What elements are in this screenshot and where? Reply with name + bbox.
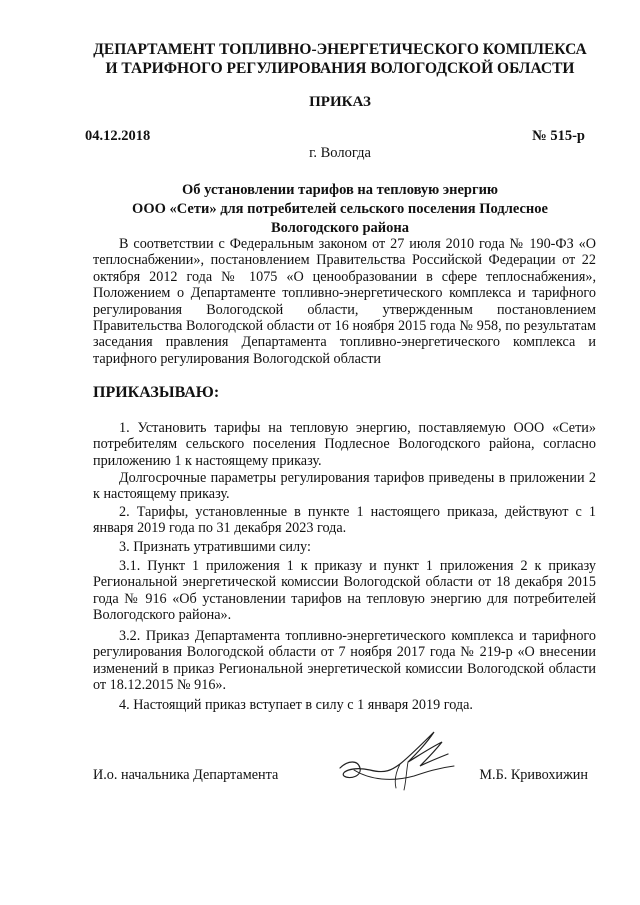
subject-line1: Об установлении тарифов на тепловую энергию [181, 182, 499, 198]
department-name-line1: ДЕПАРТАМЕНТ ТОПЛИВНО-ЭНЕРГЕТИЧЕСКОГО КОМПЛЕКСА [93, 41, 587, 58]
order-keyword: ПРИКАЗЫВАЮ: [93, 384, 220, 401]
document-number: № 515-р [532, 128, 585, 144]
subject-line2: ООО «Сети» для потребителей сельского поселения Подлесное [132, 201, 548, 217]
signatory-name: М.Б. Кривохижин [479, 767, 588, 783]
item-3-2: 3.2. Приказ Департамента топливно-энергетического комплекса и тарифного регулирования Вологодской области от 7 ноября 2017 года № 219-р «О внесении изменений в приказ Региональной энергетической комиссии Вологодской области от 18.12.2015 № 916». [93, 628, 596, 694]
item-3-1: 3.1. Пункт 1 приложения 1 к приказу и пункт 1 приложения 2 к приказу Региональной энергетической комиссии Вологодской области от 18 декабря 2015 года № 916 «Об установлении тарифов на тепловую энергию для потребителей Вологодского района». [93, 558, 596, 624]
document-city: г. Вологда [309, 145, 371, 161]
document-subject [80, 181, 600, 238]
department-name-line2: И ТАРИФНОГО РЕГУЛИРОВАНИЯ ВОЛОГОДСКОЙ ОБЛАСТИ [105, 60, 575, 77]
preamble-paragraph: В соответствии с Федеральным законом от 27 июля 2010 года № 190-ФЗ «О теплоснабжении», постановлением Правительства Российской Федерации от 22 октября 2012 года № 1075 «О ценообразовании в сфере теплоснабжения», Положением о Департаменте топливно-энергетического комплекса и тарифного регулирования Вологодской области, утвержденным постановлением Правительства Вологодской области от 16 ноября 2015 года № 958, по результатам заседания правления Департамента топливно-энергетического комплекса и тарифного регулирования Вологодской области [93, 236, 596, 367]
document-date: 04.12.2018 [85, 128, 151, 144]
document-type: ПРИКАЗ [309, 94, 371, 110]
handwritten-signature [330, 720, 465, 800]
item-1: 1. Установить тарифы на тепловую энергию, поставляемую ООО «Сети» потребителям сельского поселения Подлесное Вологодского района, согласно приложению 1 к настоящему приказу. [93, 420, 596, 469]
item-3: 3. Признать утратившими силу: [119, 539, 311, 555]
signatory-position: И.о. начальника Департамента [93, 767, 279, 783]
item-1-params: Долгосрочные параметры регулирования тарифов приведены в приложении 2 к настоящему приказу. [93, 470, 596, 503]
item-2: 2. Тарифы, установленные в пункте 1 настоящего приказа, действуют с 1 января 2019 года по 31 декабря 2023 года. [93, 504, 596, 537]
item-4: 4. Настоящий приказ вступает в силу с 1 января 2019 года. [119, 697, 473, 713]
subject-line3: Вологодского района [271, 220, 409, 236]
